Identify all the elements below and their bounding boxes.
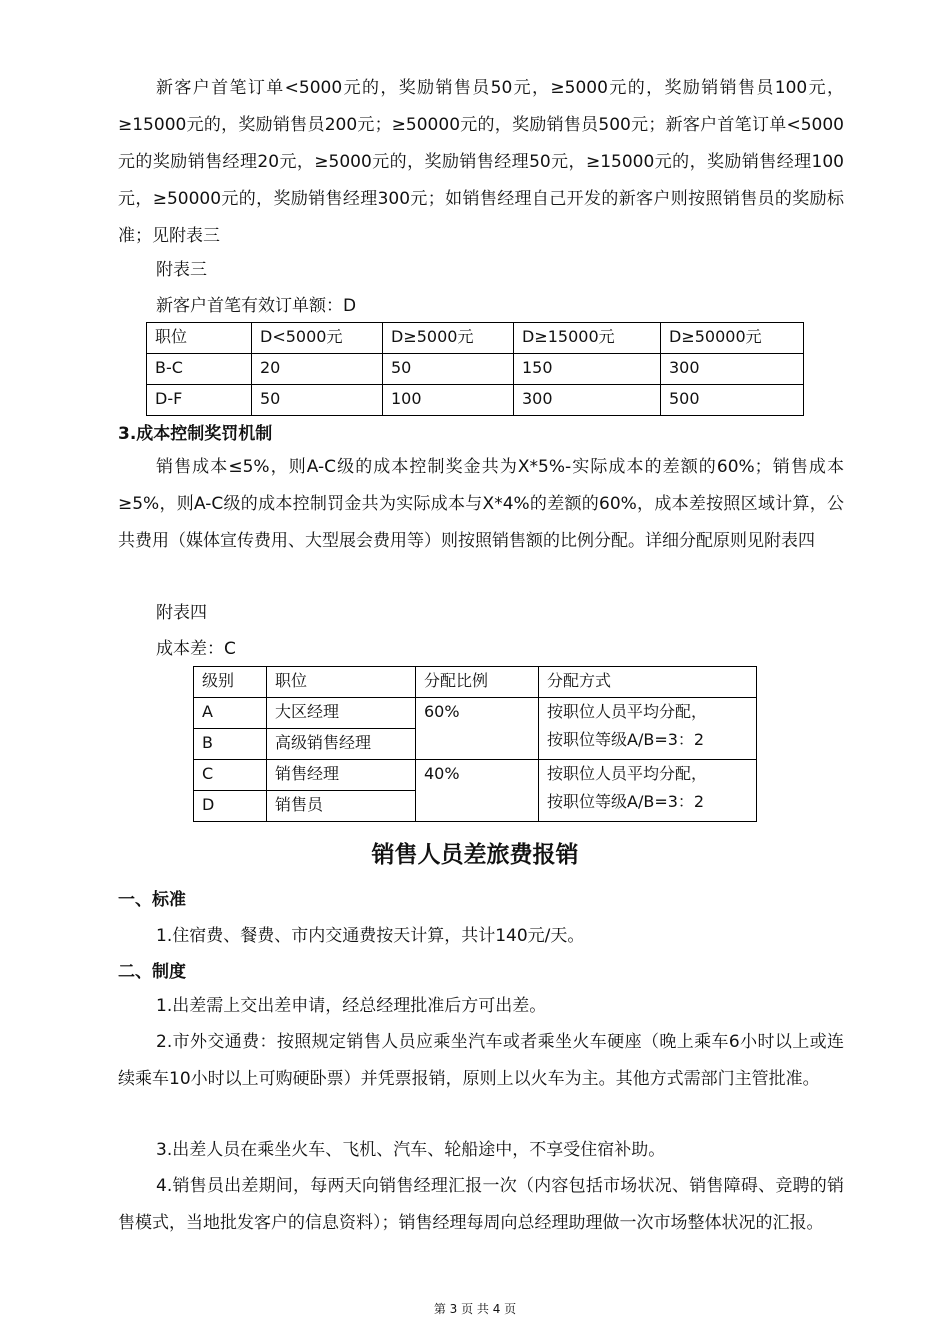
reward-paragraph: 新客户首笔订单<5000元的，奖励销售员50元，≥5000元的，奖励销销售员100元，≥15000元的，奖励销售员200元；≥50000元的，奖励销售员500元；新客户首笔订单<5000元的奖励销售经理20元，≥5000元的，奖励销售经理50元，≥15000元的，奖励销售经理100元，≥50000元的，奖励销售经理300元；如销售经理自己开发的新客户则按照销售员的奖励标准；见附表三 [118,78,844,246]
method-line: 按职位等级A/B=3：2 [547,792,705,811]
table-cell: 职位 [267,667,416,698]
appendix4-caption: 成本差：C [156,639,236,659]
appendix3-table [146,322,804,416]
appendix4-label: 附表四 [156,603,207,623]
table-cell: 销售员 [267,791,416,822]
table-cell [539,760,757,822]
method-line: 按职位人员平均分配， [547,702,708,721]
table-header-row [194,667,757,698]
table-cell: 分配比例 [416,667,539,698]
table-cell: 分配方式 [539,667,757,698]
table-cell: 20 [252,354,383,385]
standard-item: 1.住宿费、餐费、市内交通费按天计算，共计140元/天。 [156,926,585,946]
table-cell: 级别 [194,667,267,698]
table-header-row [147,323,804,354]
rule-item: 2.市外交通费：按照规定销售人员应乘坐汽车或者乘坐火车硬座（晚上乘车6小时以上或连续乘车10小时以上可购硬卧票）并凭票报销，原则上以火车为主。其他方式需部门主管批准。 [118,1032,844,1089]
rule-item: 3.出差人员在乘坐火车、飞机、汽车、轮船途中，不享受住宿补助。 [156,1140,666,1160]
standard-heading: 一、标准 [118,890,186,910]
table-cell: D<5000元 [252,323,383,354]
section3-heading: 3.成本控制奖罚机制 [118,424,273,444]
table-row [147,354,804,385]
method-line: 按职位等级A/B=3：2 [547,730,705,749]
method-line: 按职位人员平均分配， [547,764,708,783]
table-cell: 300 [514,385,661,416]
appendix4-table [193,666,757,822]
appendix3-label: 附表三 [156,260,207,280]
table-cell: 100 [383,385,514,416]
table-cell: 高级销售经理 [267,729,416,760]
table-cell: B [194,729,267,760]
rules-heading: 二、制度 [118,962,186,982]
table-cell: D≥50000元 [661,323,804,354]
travel-title: 销售人员差旅费报销 [371,841,579,868]
page-footer: 第 3 页 共 4 页 [433,1302,517,1316]
rule-item: 4.销售员出差期间，每两天向销售经理汇报一次（内容包括市场状况、销售障碍、竞聘的销售模式，当地批发客户的信息资料）；销售经理每周向总经理助理做一次市场整体状况的汇报。 [118,1176,844,1233]
table-row [194,760,757,791]
table-cell: 职位 [147,323,252,354]
table-cell: A [194,698,267,729]
table-cell: 300 [661,354,804,385]
cost-control-paragraph: 销售成本≤5%，则A-C级的成本控制奖金共为X*5%-实际成本的差额的60%；销售成本≥5%，则A-C级的成本控制罚金共为实际成本与X*4%的差额的60%，成本差按照区域计算，公共费用（媒体宣传费用、大型展会费用等）则按照销售额的比例分配。详细分配原则见附表四 [118,457,844,551]
table-cell: D≥15000元 [514,323,661,354]
table-cell: D≥5000元 [383,323,514,354]
table-cell: D [194,791,267,822]
table-row [194,698,757,729]
table-cell: 150 [514,354,661,385]
table-cell: 50 [383,354,514,385]
table-cell: 大区经理 [267,698,416,729]
table-cell: D-F [147,385,252,416]
table-row [147,385,804,416]
table-cell: B-C [147,354,252,385]
table-cell: 销售经理 [267,760,416,791]
rule-item: 1.出差需上交出差申请，经总经理批准后方可出差。 [156,996,547,1016]
table-cell: 60% [416,698,539,760]
table-cell [539,698,757,760]
table-cell: 40% [416,760,539,822]
table-cell: C [194,760,267,791]
table-cell: 50 [252,385,383,416]
table-cell: 500 [661,385,804,416]
appendix3-caption: 新客户首笔有效订单额：D [156,296,357,316]
